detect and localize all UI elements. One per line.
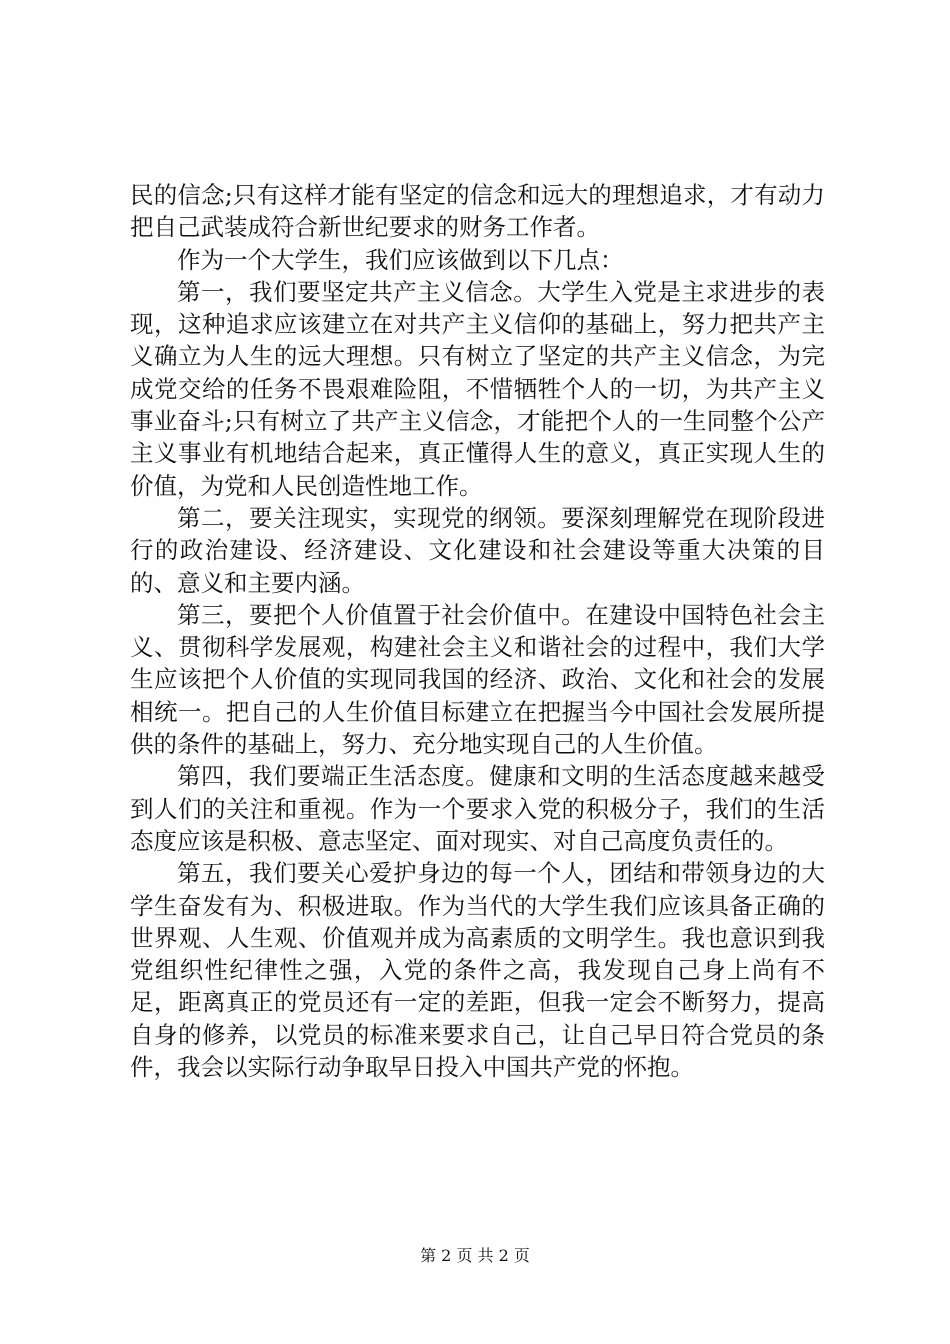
paragraph-1: 民的信念;只有这样才能有坚定的信念和远大的理想追求，才有动力把自己武装成符合新世纪要求的财务工作者。 bbox=[130, 181, 825, 242]
page-footer: 第 2 页 共 2 页 bbox=[420, 1246, 530, 1265]
document-body bbox=[130, 179, 825, 1083]
paragraph-3: 第一，我们要坚定共产主义信念。大学生入党是主求进步的表现，这种追求应该建立在对共产主义信仰的基础上，努力把共产主义确立为人生的远大理想。只有树立了坚定的共产主义信念，为完成党交给的任务不畏艰难险阻，不惜牺牲个人的一切，为共产主义事业奋斗;只有树立了共产主义信念，才能把个人的一生同整个公产主义事业有机地结合起来，真正懂得人生的意义，真正实现人生的价值，为党和人民创造性地工作。 bbox=[130, 277, 825, 500]
paragraph-6: 第四，我们要端正生活态度。健康和文明的生活态度越来越受到人们的关注和重视。作为一个要求入党的积极分子，我们的生活态度应该是积极、意志坚定、面对现实、对自己高度负责任的。 bbox=[130, 762, 825, 855]
paragraph-2: 作为一个大学生，我们应该做到以下几点： bbox=[177, 245, 624, 274]
paragraph-4: 第二，要关注现实，实现党的纲领。要深刻理解党在现阶段进行的政治建设、经济建设、文化建设和社会建设等重大决策的目的、意义和主要内涵。 bbox=[130, 503, 825, 597]
paragraph-5: 第三，要把个人价值置于社会价值中。在建设中国特色社会主义、贯彻科学发展观，构建社会主义和谐社会的过程中，我们大学生应该把个人价值的实现同我国的经济、政治、文化和社会的发展相统一。把自己的人生价值目标建立在把握当今中国社会发展所提供的条件的基础上，努力、充分地实现自己的人生价值。 bbox=[130, 600, 825, 759]
paragraph-7: 第五，我们要关心爱护身边的每一个人，团结和带领身边的大学生奋发有为、积极进取。作为当代的大学生我们应该具备正确的世界观、人生观、价值观并成为高素质的文明学生。我也意识到我党组织性纪律性之强，入党的条件之高，我发现自己身上尚有不足，距离真正的党员还有一定的差距，但我一定会不断努力，提高自身的修养，以党员的标准来要求自己，让自己早日符合党员的条件，我会以实际行动争取早日投入中国共产党的怀抱。 bbox=[130, 859, 825, 1082]
